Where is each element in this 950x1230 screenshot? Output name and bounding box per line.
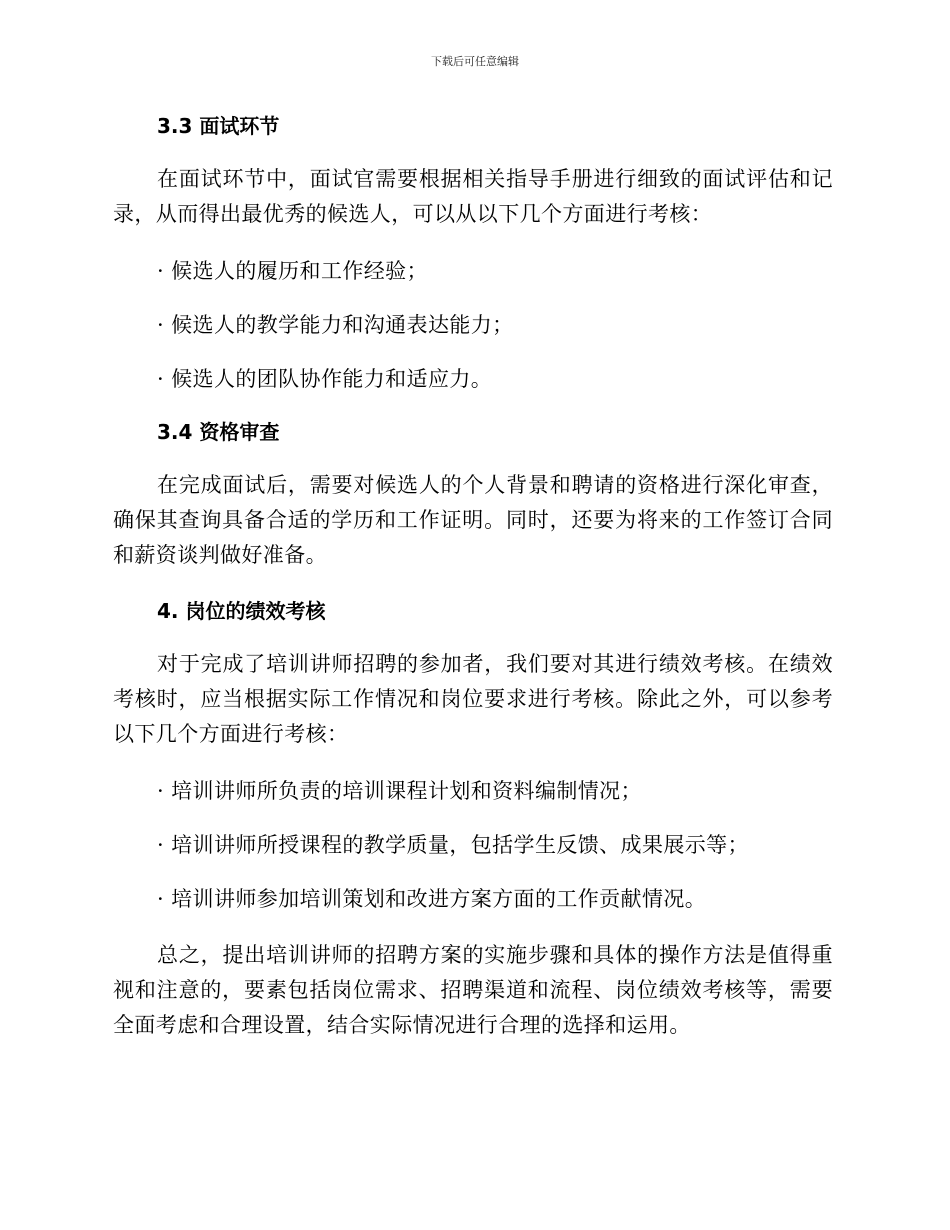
bullet-item: · 培训讲师所授课程的教学质量，包括学生反馈、成果展示等；: [157, 833, 749, 857]
bullet-item: · 候选人的履历和工作经验；: [157, 259, 428, 283]
bullet-item: · 候选人的教学能力和沟通表达能力；: [157, 313, 514, 337]
bullet-item: · 培训讲师所负责的培训课程计划和资料编制情况；: [157, 779, 642, 803]
section-paragraph-3-4: 在完成面试后，需要对候选人的个人背景和聘请的资格进行深化审查，确保其查询具备合适的学历和工作证明。同时，还要为将来的工作签订合同和薪资谈判做好准备。: [113, 473, 833, 567]
section-paragraph-3-3: 在面试环节中，面试官需要根据相关指导手册进行细致的面试评估和记录，从而得出最优秀的候选人，可以从以下几个方面进行考核：: [113, 167, 833, 226]
bullet-item: · 候选人的团队协作能力和适应力。: [157, 367, 493, 391]
page-header: 下载后可任意编辑: [431, 55, 519, 68]
document-body: [113, 112, 833, 1043]
section-heading-3-4: 3.4 资格审查: [157, 420, 280, 444]
section-paragraph-4: 对于完成了培训讲师招聘的参加者，我们要对其进行绩效考核。在绩效考核时，应当根据实际工作情况和岗位要求进行考核。除此之外，可以参考以下几个方面进行考核：: [113, 652, 833, 746]
summary-paragraph: 总之，提出培训讲师的招聘方案的实施步骤和具体的操作方法是值得重视和注意的，要素包括岗位需求、招聘渠道和流程、岗位绩效考核等，需要全面考虑和合理设置，结合实际情况进行合理的选择和运用。: [113, 943, 833, 1037]
bullet-item: · 培训讲师参加培训策划和改进方案方面的工作贡献情况。: [157, 887, 707, 911]
section-heading-3-3: 3.3 面试环节: [157, 114, 280, 138]
section-heading-4: 4. 岗位的绩效考核: [157, 599, 326, 623]
